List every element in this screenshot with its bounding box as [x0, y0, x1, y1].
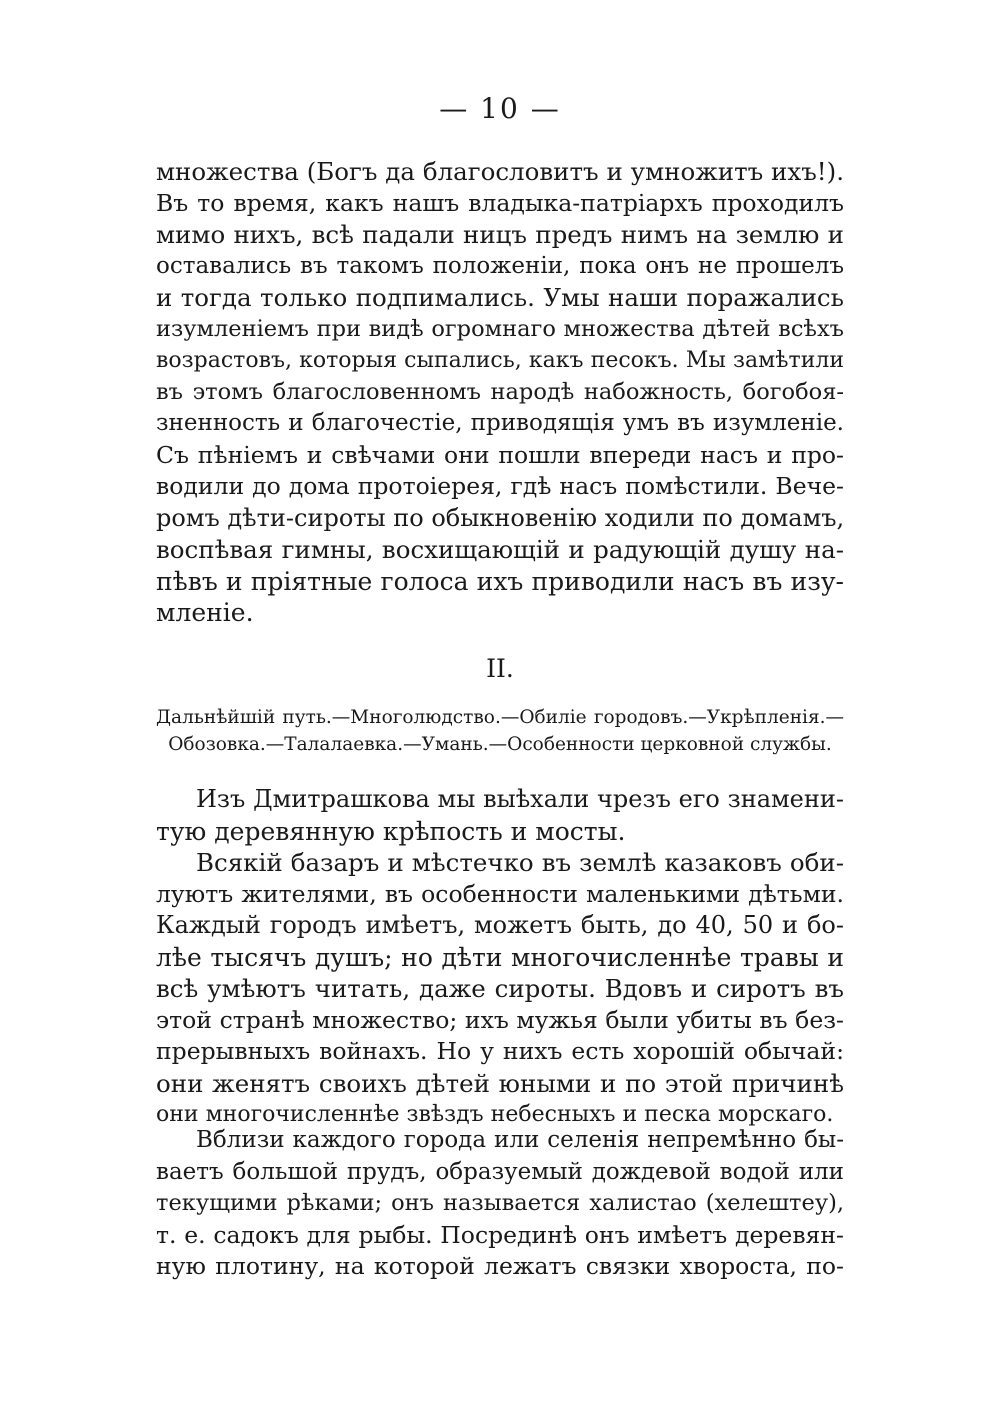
paragraph-continuation: [156, 156, 844, 629]
text-line: водили до дома протоіерея, гдѣ насъ помѣстили. Вече-: [156, 472, 844, 500]
text-line: Въ то время, какъ нашъ владыка-патріархъ проходилъ: [156, 188, 844, 217]
text-line: луютъ жителями, въ особенности маленькими дѣтьми.: [156, 879, 844, 908]
summary-line: Дальнѣйшій путь.—Многолюдство.—Обиліе городовъ.—Укрѣпленія.—: [156, 707, 844, 728]
text-line: они многочисленнѣе звѣздъ небесныхъ и песка морскаго.: [156, 1102, 834, 1127]
text-line: и тогда только подпимались. Умы наши поражались: [156, 283, 844, 312]
section-summary: [156, 704, 844, 758]
text-line: ваетъ большой прудъ, образуемый дождевой водой или: [156, 1158, 844, 1185]
text-line: прерывныхъ войнахъ. Но у нихъ есть хорошій обычай:: [156, 1037, 844, 1065]
text-line: ромъ дѣти-сироты по обыкновенію ходили по домамъ,: [156, 503, 845, 532]
section-body: [156, 784, 844, 1131]
text-line: мимо нихъ, всѣ падали ницъ предъ нимъ на землю и: [156, 220, 844, 249]
text-line: пѣвъ и пріятные голоса ихъ приводили насъ въ изу-: [156, 566, 844, 596]
text-line: Каждый городъ имѣетъ, можетъ быть, до 40, 50 и бо-: [156, 911, 844, 939]
page-number: — 10 —: [439, 92, 561, 125]
text-line: въ этомъ благословенномъ народѣ набожность, богобоя-: [156, 378, 844, 405]
paragraph: [156, 1125, 844, 1283]
text-line: т. е. садокъ для рыбы. Посрединѣ онъ имѣетъ деревян-: [156, 1220, 844, 1249]
text-line: текущими рѣками; онъ называется халистао (хелештеу),: [156, 1190, 844, 1216]
text-line: Съ пѣніемъ и свѣчами они пошли впереди насъ и про-: [156, 440, 844, 469]
text-line: Изъ Дмитрашкова мы выѣхали чрезъ его знамени-: [196, 785, 844, 813]
text-line: изумленіемъ при видѣ огромнаго множества дѣтей всѣхъ: [156, 315, 844, 342]
text-line: множества (Богъ да благословитъ и умножитъ ихъ!).: [156, 157, 844, 186]
section-number: II.: [486, 654, 514, 683]
text-line: зненность и благочестіе, приводящія умъ въ изумленіе.: [156, 410, 844, 436]
text-line: всѣ умѣютъ читать, даже сироты. Вдовъ и сиротъ въ: [156, 974, 844, 1003]
text-line: воспѣвая гимны, восхищающій и радующій душу на-: [156, 535, 844, 564]
text-line: возрастовъ, которыя сыпались, какъ песокъ. Мы замѣтили: [156, 348, 844, 373]
text-line: оставались въ такомъ положеніи, пока онъ не прошелъ: [156, 252, 844, 279]
text-line: этой странѣ множество; ихъ мужья были убиты въ без-: [156, 1005, 844, 1034]
text-line: мленіе.: [156, 598, 254, 627]
summary-line: Обозовка.—Талалаевка.—Умань.—Особенности церковной службы.: [168, 734, 832, 755]
text-line: Всякій базаръ и мѣстечко въ землѣ казаковъ оби-: [196, 848, 844, 877]
text-line: ную плотину, на которой лежатъ связки хвороста, по-: [156, 1252, 844, 1280]
text-line: они женятъ своихъ дѣтей юными и по этой причинѣ: [156, 1068, 844, 1098]
text-line: лѣе тысячъ душъ; но дѣти многочисленнѣе травы и: [156, 942, 844, 972]
text-line: тую деревянную крѣпость и мосты.: [156, 816, 626, 846]
text-line: Вблизи каждого города или селенія непремѣнно бы-: [196, 1127, 844, 1153]
